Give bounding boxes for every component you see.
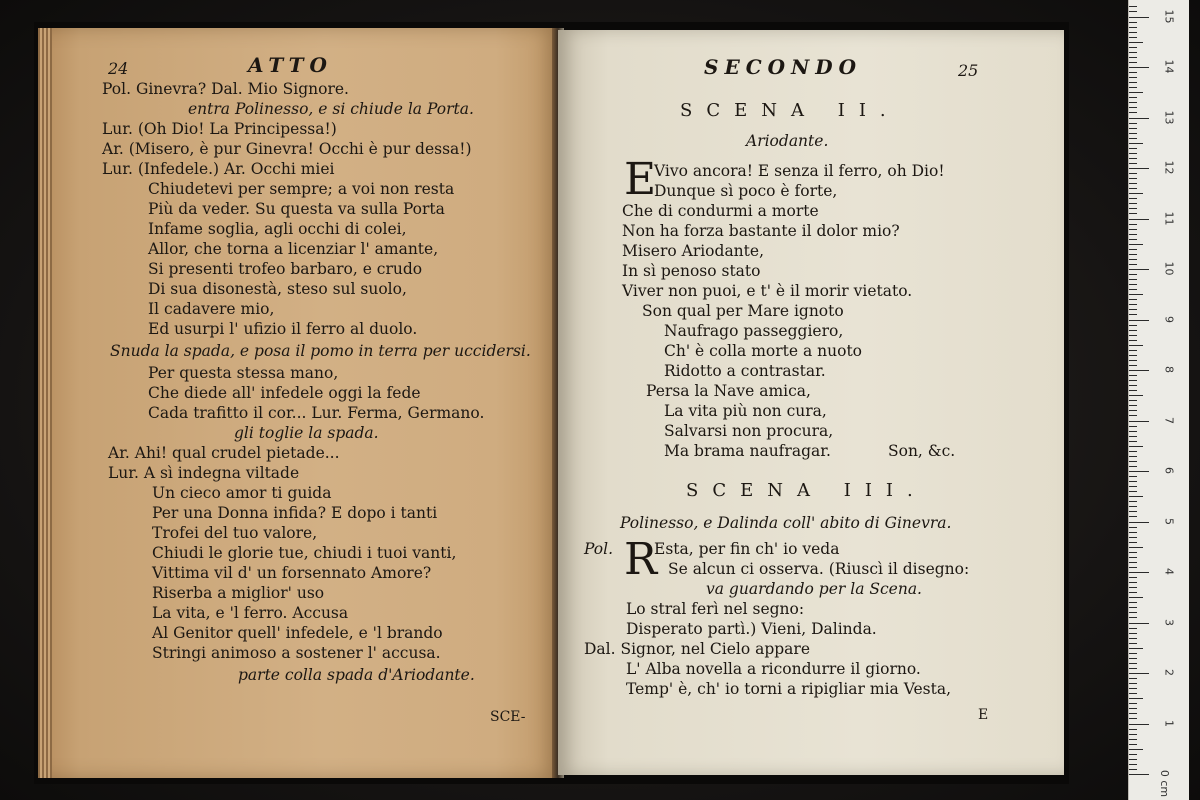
ruler-tick (1129, 360, 1137, 361)
ruler-tick (1129, 718, 1137, 719)
ruler-tick (1129, 501, 1137, 502)
ruler-tick (1129, 764, 1137, 765)
ruler-tick (1129, 557, 1137, 558)
ruler-tick (1129, 77, 1137, 78)
ruler-tick (1129, 749, 1143, 750)
text-line: Ma brama naufragar. (664, 442, 831, 460)
text-line: Misero Ariodante, (622, 242, 764, 260)
ruler-tick (1129, 365, 1137, 366)
ruler-tick (1129, 552, 1137, 553)
ruler-tick (1129, 269, 1149, 270)
ruler-tick (1129, 663, 1137, 664)
text-line: La vita più non cura, (664, 402, 827, 420)
ruler-tick (1129, 153, 1137, 154)
ruler-tick (1129, 431, 1137, 432)
text-line: Che di condurmi a morte (622, 202, 819, 220)
scene-heading: SCENA II. (680, 100, 900, 121)
text-line: gli toglie la spada. (234, 424, 379, 442)
text-line: Ar. (Misero, è pur Ginevra! Occhi è pur dessa!) (102, 140, 472, 158)
ruler-tick (1129, 123, 1137, 124)
text-line: Ridotto a contrastar. (664, 362, 826, 380)
ruler-tick (1129, 345, 1143, 346)
ruler-tick (1129, 213, 1137, 214)
ruler-tick (1129, 582, 1137, 583)
ruler-number: 15 (1162, 9, 1176, 23)
ruler-tick (1129, 466, 1137, 467)
ruler-tick (1129, 355, 1137, 356)
ruler-tick (1129, 506, 1137, 507)
text-line: Lur. (Infedele.) Ar. Occhi miei (102, 160, 335, 178)
text-line: La vita, e 'l ferro. Accusa (152, 604, 349, 622)
ruler-tick (1129, 527, 1137, 528)
ruler-tick (1129, 299, 1137, 300)
ruler-number: 4 (1162, 568, 1176, 575)
ruler-tick (1129, 47, 1137, 48)
ruler-tick (1129, 32, 1137, 33)
ruler-number: 1 (1162, 719, 1176, 727)
ruler-tick (1129, 239, 1137, 240)
ruler-tick (1129, 314, 1137, 315)
ruler-number: 12 (1162, 160, 1176, 175)
ruler-tick (1129, 683, 1137, 684)
ruler-tick (1129, 703, 1137, 704)
text-line: Per una Donna infida? E dopo i tanti (152, 504, 438, 522)
ruler-tick (1129, 320, 1149, 321)
ruler-tick (1129, 148, 1137, 149)
ruler-tick (1129, 461, 1137, 462)
ruler-number: 6 (1162, 467, 1176, 474)
ruler-tick (1129, 62, 1137, 63)
text-line: Son, &c. (888, 442, 956, 460)
text-line: parte colla spada d'Ariodante. (238, 666, 475, 684)
ruler-tick (1129, 532, 1137, 533)
ruler-tick (1129, 759, 1137, 760)
ruler-tick (1129, 572, 1149, 573)
ruler-tick (1129, 713, 1137, 714)
ruler-tick (1129, 92, 1143, 93)
ruler-tick (1129, 597, 1143, 598)
ruler-unit: 0 cm (1158, 769, 1172, 798)
ruler-tick (1129, 294, 1143, 295)
text-line: Ed usurpi l' ufizio il ferro al duolo. (148, 320, 418, 338)
ruler-number: 13 (1162, 110, 1176, 124)
page-number: 25 (958, 61, 979, 80)
ruler-tick (1129, 163, 1137, 164)
ruler-tick (1129, 395, 1143, 396)
text-line: Al Genitor quell' infedele, e 'l brando (152, 624, 443, 642)
ruler-tick (1129, 193, 1143, 194)
ruler-tick (1129, 229, 1137, 230)
ruler-tick (1129, 325, 1137, 326)
ruler-tick (1129, 284, 1137, 285)
text-line: Il cadavere mio, (148, 300, 275, 318)
ruler-tick (1129, 118, 1149, 119)
ruler-tick (1129, 335, 1137, 336)
ruler-tick (1129, 219, 1149, 220)
ruler-tick (1129, 168, 1149, 169)
ruler-tick (1129, 57, 1137, 58)
text-line: Chiudi le glorie tue, chiudi i tuoi vanti, (152, 544, 457, 562)
ruler-tick (1129, 698, 1143, 699)
drop-cap: E (624, 154, 657, 205)
ruler-tick (1129, 208, 1137, 209)
ruler-tick (1129, 774, 1149, 775)
ruler-tick (1129, 426, 1137, 427)
text-line: Persa la Nave amica, (646, 382, 811, 400)
text-line: Chiudetevi per sempre; a voi non resta (148, 180, 455, 198)
ruler-tick (1129, 133, 1137, 134)
ruler-tick (1129, 107, 1137, 108)
ruler-tick (1129, 587, 1137, 588)
ruler-tick (1129, 516, 1137, 517)
text-line: Lur. (Oh Dio! La Principessa!) (102, 120, 337, 138)
ruler-tick (1129, 562, 1137, 563)
text-line: Ar. Ahi! qual crudel pietade... (108, 444, 340, 462)
left-page (38, 28, 558, 778)
ruler-tick (1129, 264, 1137, 265)
ruler-number: 3 (1162, 618, 1176, 626)
text-line: Lur. A sì indegna viltade (108, 464, 300, 482)
ruler-tick (1129, 198, 1137, 199)
ruler-tick (1129, 375, 1137, 376)
ruler-tick (1129, 577, 1137, 578)
ruler-tick (1129, 496, 1143, 497)
text-line: Trofei del tuo valore, (152, 524, 318, 542)
text-line: Disperato partì.) Vieni, Dalinda. (626, 620, 877, 638)
scene-heading: SCENA III. (686, 480, 927, 501)
ruler-tick (1129, 330, 1137, 331)
ruler-tick (1129, 456, 1137, 457)
ruler-tick (1129, 623, 1149, 624)
ruler-tick (1129, 52, 1137, 53)
ruler-tick (1129, 42, 1143, 43)
ruler-tick (1129, 37, 1137, 38)
text-line: Di sua disonestà, steso sul suolo, (148, 280, 407, 298)
ruler-tick (1129, 304, 1137, 305)
ruler-tick (1129, 188, 1137, 189)
ruler-tick (1129, 653, 1137, 654)
ruler-tick (1129, 415, 1137, 416)
text-line: Dunque sì poco è forte, (654, 182, 838, 200)
ruler-tick (1129, 67, 1149, 68)
ruler-tick (1129, 405, 1137, 406)
text-line: Pol. (584, 540, 614, 558)
ruler-tick (1129, 658, 1137, 659)
ruler-tick (1129, 769, 1137, 770)
ruler-tick (1129, 537, 1137, 538)
ruler-tick (1129, 11, 1137, 12)
ruler-tick (1129, 602, 1137, 603)
ruler-tick (1129, 249, 1137, 250)
ruler-tick (1129, 27, 1137, 28)
catchword: E (978, 707, 989, 723)
ruler-tick (1129, 668, 1137, 669)
text-line: Cada trafitto il cor... Lur. Ferma, Germano. (148, 404, 485, 422)
speaker-line: Ariodante. (746, 132, 829, 150)
ruler-tick (1129, 744, 1137, 745)
text-line: Non ha forza bastante il dolor mio? (622, 222, 900, 240)
ruler-tick (1129, 72, 1137, 73)
ruler-tick (1129, 638, 1137, 639)
ruler-tick (1129, 648, 1143, 649)
ruler-tick (1129, 476, 1137, 477)
text-line: Lo stral ferì nel segno: (626, 600, 805, 618)
ruler-tick (1129, 400, 1137, 401)
text-line: In sì penoso stato (622, 262, 761, 280)
ruler-tick (1129, 203, 1137, 204)
ruler-tick (1129, 350, 1137, 351)
text-line: Naufrago passeggiero, (664, 322, 844, 340)
text-line: Vittima vil d' un forsennato Amore? (152, 564, 432, 582)
ruler-number: 8 (1162, 366, 1176, 373)
ruler-tick (1129, 592, 1137, 593)
ruler-tick (1129, 173, 1137, 174)
ruler-tick (1129, 441, 1137, 442)
ruler-tick (1129, 612, 1137, 613)
ruler-tick (1129, 274, 1137, 275)
ruler-tick (1129, 734, 1137, 735)
running-head: ATTO (248, 53, 333, 77)
ruler-tick (1129, 224, 1137, 225)
ruler-tick (1129, 607, 1137, 608)
ruler-tick (1129, 22, 1137, 23)
ruler-tick (1129, 254, 1137, 255)
text-line: Allor, che torna a licenziar l' amante, (148, 240, 439, 258)
ruler-tick (1129, 673, 1149, 674)
ruler-tick (1129, 289, 1137, 290)
text-line: L' Alba novella a ricondurre il giorno. (626, 660, 921, 678)
ruler-tick (1129, 486, 1137, 487)
ruler-tick (1129, 708, 1137, 709)
running-head: SECONDO (704, 55, 863, 79)
text-line: Riserba a miglior' uso (152, 584, 325, 602)
ruler-tick (1129, 143, 1143, 144)
ruler-tick (1129, 102, 1137, 103)
ruler-tick (1129, 491, 1137, 492)
ruler-tick (1129, 421, 1149, 422)
ruler-tick (1129, 446, 1143, 447)
ruler-tick (1129, 340, 1137, 341)
ruler-tick (1129, 522, 1149, 523)
text-line: Che diede all' infedele oggi la fede (148, 384, 421, 402)
ruler-tick (1129, 138, 1137, 139)
ruler-number: 9 (1162, 315, 1176, 323)
ruler-tick (1129, 279, 1137, 280)
ruler-tick (1129, 633, 1137, 634)
ruler-tick (1129, 481, 1137, 482)
text-line: Ch' è colla morte a nuoto (664, 342, 863, 360)
text-line: Più da veder. Su questa va sulla Porta (148, 200, 445, 218)
page-number: 24 (108, 59, 129, 78)
ruler-number: 10 (1162, 261, 1176, 276)
text-line: Snuda la spada, e posa il pomo in terra per uccidersi. (110, 342, 531, 360)
ruler-tick (1129, 471, 1149, 472)
drop-cap: R (624, 534, 658, 585)
text-line: va guardando per la Scena. (706, 580, 922, 598)
text-line: Un cieco amor ti guida (152, 484, 332, 502)
ruler-tick (1129, 178, 1137, 179)
ruler-tick (1129, 724, 1149, 725)
ruler-tick (1129, 370, 1149, 371)
ruler-tick (1129, 82, 1137, 83)
text-line: Son qual per Mare ignoto (642, 302, 844, 320)
ruler-tick (1129, 385, 1137, 386)
ruler-tick (1129, 643, 1137, 644)
text-line: Temp' è, ch' io torni a ripigliar mia Vesta, (626, 680, 951, 698)
text-line: Stringi animoso a sostener l' accusa. (152, 644, 441, 662)
text-line: Salvarsi non procura, (664, 422, 834, 440)
ruler-tick (1129, 754, 1137, 755)
ruler-number: 14 (1162, 59, 1176, 74)
ruler-tick (1129, 112, 1137, 113)
cast-line: Polinesso, e Dalinda coll' abito di Ginevra. (620, 514, 952, 532)
text-line: Dal. Signor, nel Cielo appare (584, 640, 811, 658)
text-line: Se alcun ci osserva. (Riuscì il disegno: (668, 560, 970, 578)
ruler-tick (1129, 567, 1137, 568)
ruler-tick (1129, 259, 1137, 260)
text-line: Pol. Ginevra? Dal. Mio Signore. (102, 80, 349, 98)
measurement-ruler (1128, 0, 1189, 800)
ruler-tick (1129, 97, 1137, 98)
ruler-tick (1129, 309, 1137, 310)
ruler-tick (1129, 511, 1137, 512)
ruler-tick (1129, 244, 1143, 245)
ruler-tick (1129, 617, 1137, 618)
text-line: entra Polinesso, e si chiude la Porta. (188, 100, 474, 118)
ruler-tick (1129, 436, 1137, 437)
text-line: Infame soglia, agli occhi di colei, (148, 220, 407, 238)
ruler-tick (1129, 678, 1137, 679)
ruler-tick (1129, 128, 1137, 129)
ruler-tick (1129, 87, 1137, 88)
ruler-number: 5 (1162, 517, 1176, 525)
ruler-tick (1129, 6, 1137, 7)
ruler-tick (1129, 158, 1137, 159)
ruler-number: 11 (1162, 211, 1176, 225)
ruler-tick (1129, 234, 1137, 235)
text-line: Esta, per fin ch' io veda (654, 540, 840, 558)
ruler-tick (1129, 739, 1137, 740)
right-page (558, 30, 1064, 775)
ruler-number: 2 (1162, 669, 1176, 676)
text-line: Per questa stessa mano, (148, 364, 339, 382)
ruler-number: 7 (1162, 416, 1176, 424)
text-line: Vivo ancora! E senza il ferro, oh Dio! (654, 162, 945, 180)
catchword: SCE- (490, 709, 526, 725)
text-line: Viver non puoi, e t' è il morir vietato. (622, 282, 913, 300)
ruler-tick (1129, 688, 1137, 689)
ruler-tick (1129, 628, 1137, 629)
text-line: Si presenti trofeo barbaro, e crudo (148, 260, 423, 278)
ruler-tick (1129, 729, 1137, 730)
ruler-tick (1129, 183, 1137, 184)
ruler-tick (1129, 451, 1137, 452)
ruler-tick (1129, 547, 1143, 548)
ruler-tick (1129, 380, 1137, 381)
ruler-tick (1129, 693, 1137, 694)
ruler-tick (1129, 542, 1137, 543)
ruler-tick (1129, 390, 1137, 391)
ruler-tick (1129, 410, 1137, 411)
ruler-tick (1129, 17, 1149, 18)
